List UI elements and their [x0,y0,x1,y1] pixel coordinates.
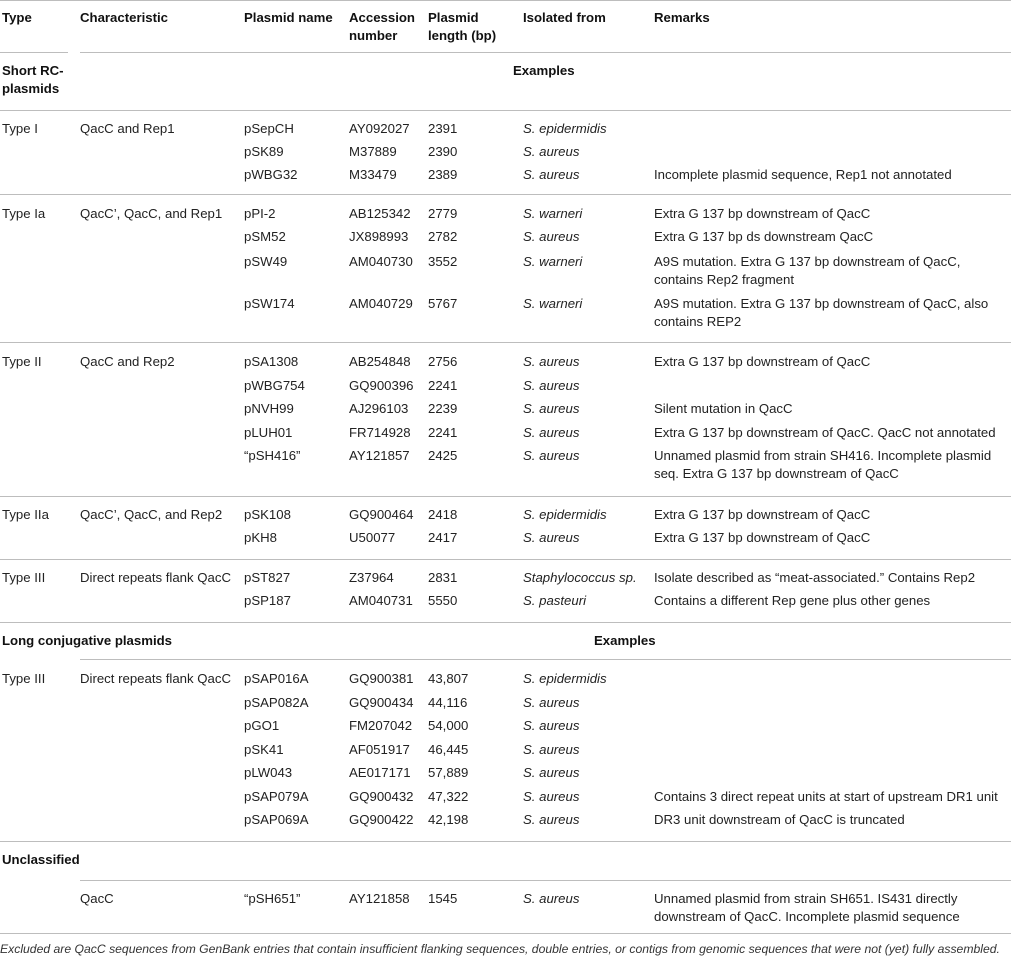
plasmid-name: pPI-2 [244,206,276,221]
remarks: A9S mutation. Extra G 137 bp downstream of QacC, also contains REP2 [654,296,989,329]
section-examples-label: Examples [594,633,656,648]
column-header: Characteristic [80,10,168,25]
remarks: Unnamed plasmid from strain SH416. Incomplete plasmid seq. Extra G 137 bp downstream of QacC [654,448,992,481]
plasmid-length: 42,198 [428,812,469,827]
plasmid-name: pNVH99 [244,401,294,416]
group-rule [0,559,1011,560]
row-characteristic: QacC’, QacC, and Rep1 [80,206,223,221]
isolated-from: S. aureus [523,448,580,463]
plasmid-name: “pSH416” [244,448,301,463]
plasmid-name: pKH8 [244,530,277,545]
plasmid-length: 2241 [428,425,458,440]
isolated-from: S. aureus [523,891,580,906]
row-type: Type III [2,671,46,686]
accession-number: GQ900434 [349,695,414,710]
plasmid-name: pSAP082A [244,695,309,710]
plasmid-length: 47,322 [428,789,469,804]
accession-number: Z37964 [349,570,394,585]
accession-number: GQ900396 [349,378,414,393]
row-type: Type III [2,570,46,585]
plasmid-name: pSM52 [244,229,286,244]
remarks: Extra G 137 bp downstream of QacC. QacC not annotated [654,425,996,440]
row-characteristic: QacC’, QacC, and Rep2 [80,507,223,522]
plasmid-length: 2239 [428,401,458,416]
plasmid-length: 2391 [428,121,458,136]
remarks: Isolate described as “meat-associated.” Contains Rep2 [654,570,976,585]
plasmid-length: 2779 [428,206,458,221]
table-top-rule [0,0,1011,1]
row-type: Type II [2,354,42,369]
column-header: Type [2,10,32,25]
remarks: Unnamed plasmid from strain SH651. IS431 directly downstream of QacC. Incomplete plasmid sequence [654,891,960,924]
isolated-from: S. aureus [523,167,580,182]
remarks: Contains a different Rep gene plus other genes [654,593,931,608]
remarks: Extra G 137 bp downstream of QacC [654,206,871,221]
plasmid-length: 5767 [428,296,458,311]
plasmid-length: 2756 [428,354,458,369]
section-title: Long conjugative plasmids [2,633,172,648]
plasmid-length: 2417 [428,530,458,545]
row-characteristic: QacC and Rep2 [80,354,175,369]
row-type: Type Ia [2,206,46,221]
remarks: Extra G 137 bp downstream of QacC [654,507,871,522]
plasmid-length: 3552 [428,254,458,269]
remarks: Extra G 137 bp ds downstream QacC [654,229,874,244]
accession-number: GQ900464 [349,507,414,522]
accession-number: M33479 [349,167,397,182]
isolated-from: S. aureus [523,530,580,545]
group-rule [0,496,1011,497]
plasmid-name: pSK108 [244,507,291,522]
accession-number: U50077 [349,530,396,545]
section-title: Short RC-plasmids [2,63,64,96]
accession-number: AY121858 [349,891,410,906]
isolated-from: S. warneri [523,254,583,269]
group-rule [0,342,1011,343]
plasmid-length: 2390 [428,144,458,159]
remarks: Extra G 137 bp downstream of QacC [654,354,871,369]
plasmid-length: 44,116 [428,695,468,710]
section-underline [80,659,1011,660]
plasmid-name: pSK89 [244,144,284,159]
plasmid-length: 46,445 [428,742,469,757]
plasmid-name: pSAP016A [244,671,309,686]
isolated-from: S. epidermidis [523,121,607,136]
accession-number: AF051917 [349,742,410,757]
column-header: Accession number [349,10,415,43]
isolated-from: S. warneri [523,296,583,311]
row-type: Type I [2,121,38,136]
plasmid-name: pSAP079A [244,789,309,804]
accession-number: AM040731 [349,593,413,608]
row-characteristic: QacC and Rep1 [80,121,175,136]
footnote: Excluded are QacC sequences from GenBank entries that contain insufficient flanking sequences, double entries, or contigs from genomic sequences that were not (yet) fully assembled. [0,942,1000,956]
plasmid-length: 2831 [428,570,458,585]
plasmid-name: pSK41 [244,742,284,757]
accession-number: AE017171 [349,765,411,780]
isolated-from: S. aureus [523,789,580,804]
section-examples-label: Examples [513,63,575,78]
column-header: Plasmid name [244,10,333,25]
isolated-from: S. aureus [523,401,580,416]
row-characteristic: QacC [80,891,114,906]
plasmid-length: 2782 [428,229,458,244]
isolated-from: S. aureus [523,354,580,369]
accession-number: AB125342 [349,206,411,221]
plasmid-length: 2418 [428,507,458,522]
plasmid-name: pWBG754 [244,378,305,393]
section-rule [0,841,1011,842]
plasmid-length: 54,000 [428,718,469,733]
remarks: DR3 unit downstream of QacC is truncated [654,812,905,827]
plasmid-length: 2241 [428,378,458,393]
isolated-from: S. aureus [523,425,580,440]
remarks: Silent mutation in QacC [654,401,793,416]
isolated-from: S. aureus [523,718,580,733]
plasmid-length: 43,807 [428,671,469,686]
isolated-from: S. warneri [523,206,583,221]
plasmid-name: pGO1 [244,718,280,733]
remarks: Incomplete plasmid sequence, Rep1 not annotated [654,167,952,182]
column-header: Plasmid length (bp) [428,10,497,43]
remarks: A9S mutation. Extra G 137 bp downstream of QacC, contains Rep2 fragment [654,254,961,287]
group-rule [0,194,1011,195]
section-title: Unclassified [2,852,80,867]
header-type-rule [0,52,68,53]
remarks: Extra G 137 bp downstream of QacC [654,530,871,545]
plasmid-name: pSA1308 [244,354,299,369]
isolated-from: S. aureus [523,229,580,244]
group-rule [0,110,1011,111]
accession-number: AY092027 [349,121,410,136]
accession-number: GQ900422 [349,812,414,827]
row-type: Type IIa [2,507,49,522]
accession-number: M37889 [349,144,397,159]
isolated-from: Staphylococcus sp. [523,570,637,585]
accession-number: AM040730 [349,254,413,269]
isolated-from: S. aureus [523,742,580,757]
accession-number: GQ900432 [349,789,414,804]
plasmid-length: 2425 [428,448,458,463]
remarks: Contains 3 direct repeat units at start of upstream DR1 unit [654,789,998,804]
row-characteristic: Direct repeats flank QacC [80,671,231,686]
plasmid-name: pWBG32 [244,167,298,182]
header-rule [80,52,1011,53]
isolated-from: S. aureus [523,812,580,827]
accession-number: JX898993 [349,229,409,244]
column-header: Remarks [654,10,710,25]
plasmid-length: 1545 [428,891,458,906]
isolated-from: S. aureus [523,695,580,710]
accession-number: AJ296103 [349,401,409,416]
plasmid-name: pSAP069A [244,812,309,827]
accession-number: AY121857 [349,448,410,463]
row-characteristic: Direct repeats flank QacC [80,570,231,585]
plasmid-length: 5550 [428,593,458,608]
isolated-from: S. aureus [523,765,580,780]
column-header: Isolated from [523,10,606,25]
accession-number: AM040729 [349,296,413,311]
isolated-from: S. epidermidis [523,671,607,686]
isolated-from: S. aureus [523,378,580,393]
accession-number: FR714928 [349,425,411,440]
isolated-from: S. epidermidis [523,507,607,522]
plasmid-name: pSW49 [244,254,288,269]
section-rule [0,622,1011,623]
plasmid-name: pLUH01 [244,425,293,440]
plasmid-name: pSepCH [244,121,294,136]
footer-rule [0,933,1011,934]
plasmid-name: pSW174 [244,296,295,311]
plasmid-name: “pSH651” [244,891,301,906]
plasmid-name: pSP187 [244,593,291,608]
accession-number: FM207042 [349,718,413,733]
accession-number: AB254848 [349,354,411,369]
isolated-from: S. pasteuri [523,593,587,608]
section-underline [80,880,1011,881]
plasmid-length: 57,889 [428,765,469,780]
plasmid-name: pST827 [244,570,291,585]
isolated-from: S. aureus [523,144,580,159]
plasmid-length: 2389 [428,167,458,182]
accession-number: GQ900381 [349,671,414,686]
plasmid-name: pLW043 [244,765,293,780]
